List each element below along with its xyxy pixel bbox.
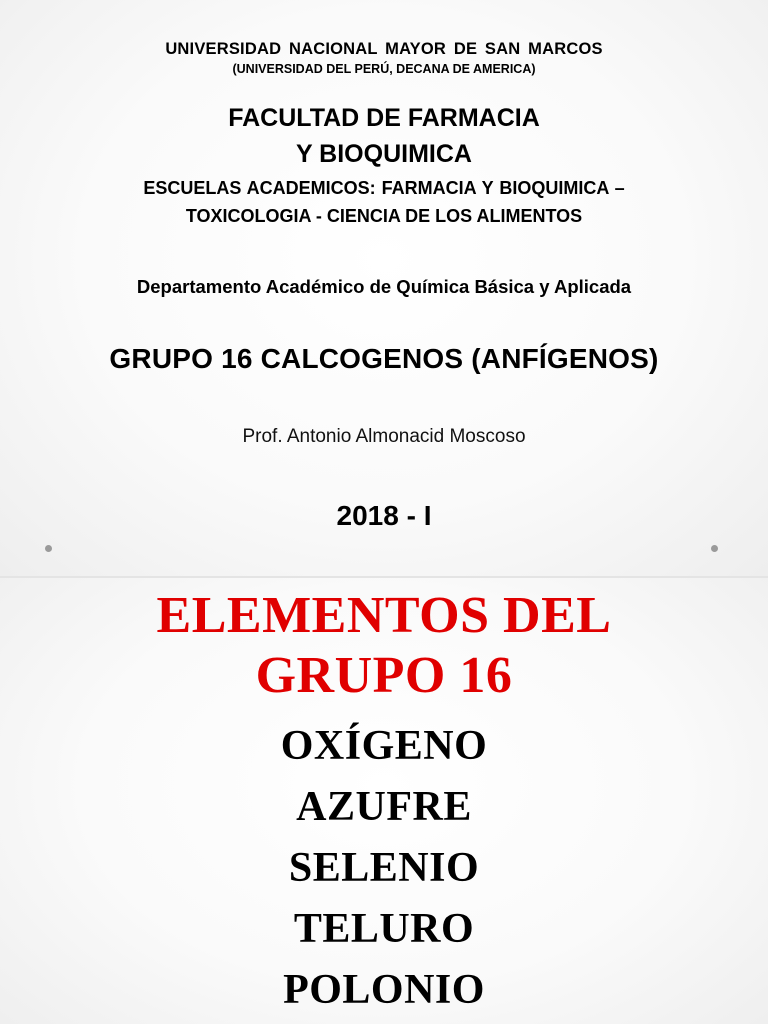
slide-topic: GRUPO 16 CALCOGENOS (ANFÍGENOS) bbox=[109, 343, 659, 374]
next-slide-dot-icon[interactable] bbox=[711, 545, 718, 552]
elements-title-line1: ELEMENTOS DEL bbox=[156, 587, 612, 644]
elements-title-line2: GRUPO 16 bbox=[255, 647, 513, 704]
previous-slide-dot-icon[interactable] bbox=[45, 545, 52, 552]
element-sulfur: AZUFRE bbox=[296, 784, 472, 830]
element-list bbox=[0, 716, 768, 1021]
professor-name: Prof. Antonio Almonacid Moscoso bbox=[242, 426, 526, 447]
schools-line2: TOXICOLOGIA - CIENCIA DE LOS ALIMENTOS bbox=[185, 206, 583, 226]
element-tellurium: TELURO bbox=[293, 906, 475, 952]
element-selenium: SELENIO bbox=[288, 845, 480, 891]
faculty-name-line1: FACULTAD DE FARMACIA bbox=[228, 104, 540, 132]
department-name: Departamento Académico de Química Básica y Aplicada bbox=[136, 276, 632, 297]
schools-line1: ESCUELAS ACADEMICOS: FARMACIA Y BIOQUIMICA – bbox=[143, 178, 625, 198]
element-polonium: POLONIO bbox=[283, 967, 485, 1013]
faculty-name-line2: Y BIOQUIMICA bbox=[296, 140, 472, 168]
academic-term: 2018 - I bbox=[336, 500, 432, 531]
university-name: UNIVERSIDAD NACIONAL MAYOR DE SAN MARCOS bbox=[165, 40, 603, 58]
element-oxygen: OXÍGENO bbox=[280, 723, 488, 769]
university-subtitle: (UNIVERSIDAD DEL PERÚ, DECANA DE AMERICA) bbox=[232, 62, 536, 76]
slide-elements bbox=[0, 578, 768, 1024]
